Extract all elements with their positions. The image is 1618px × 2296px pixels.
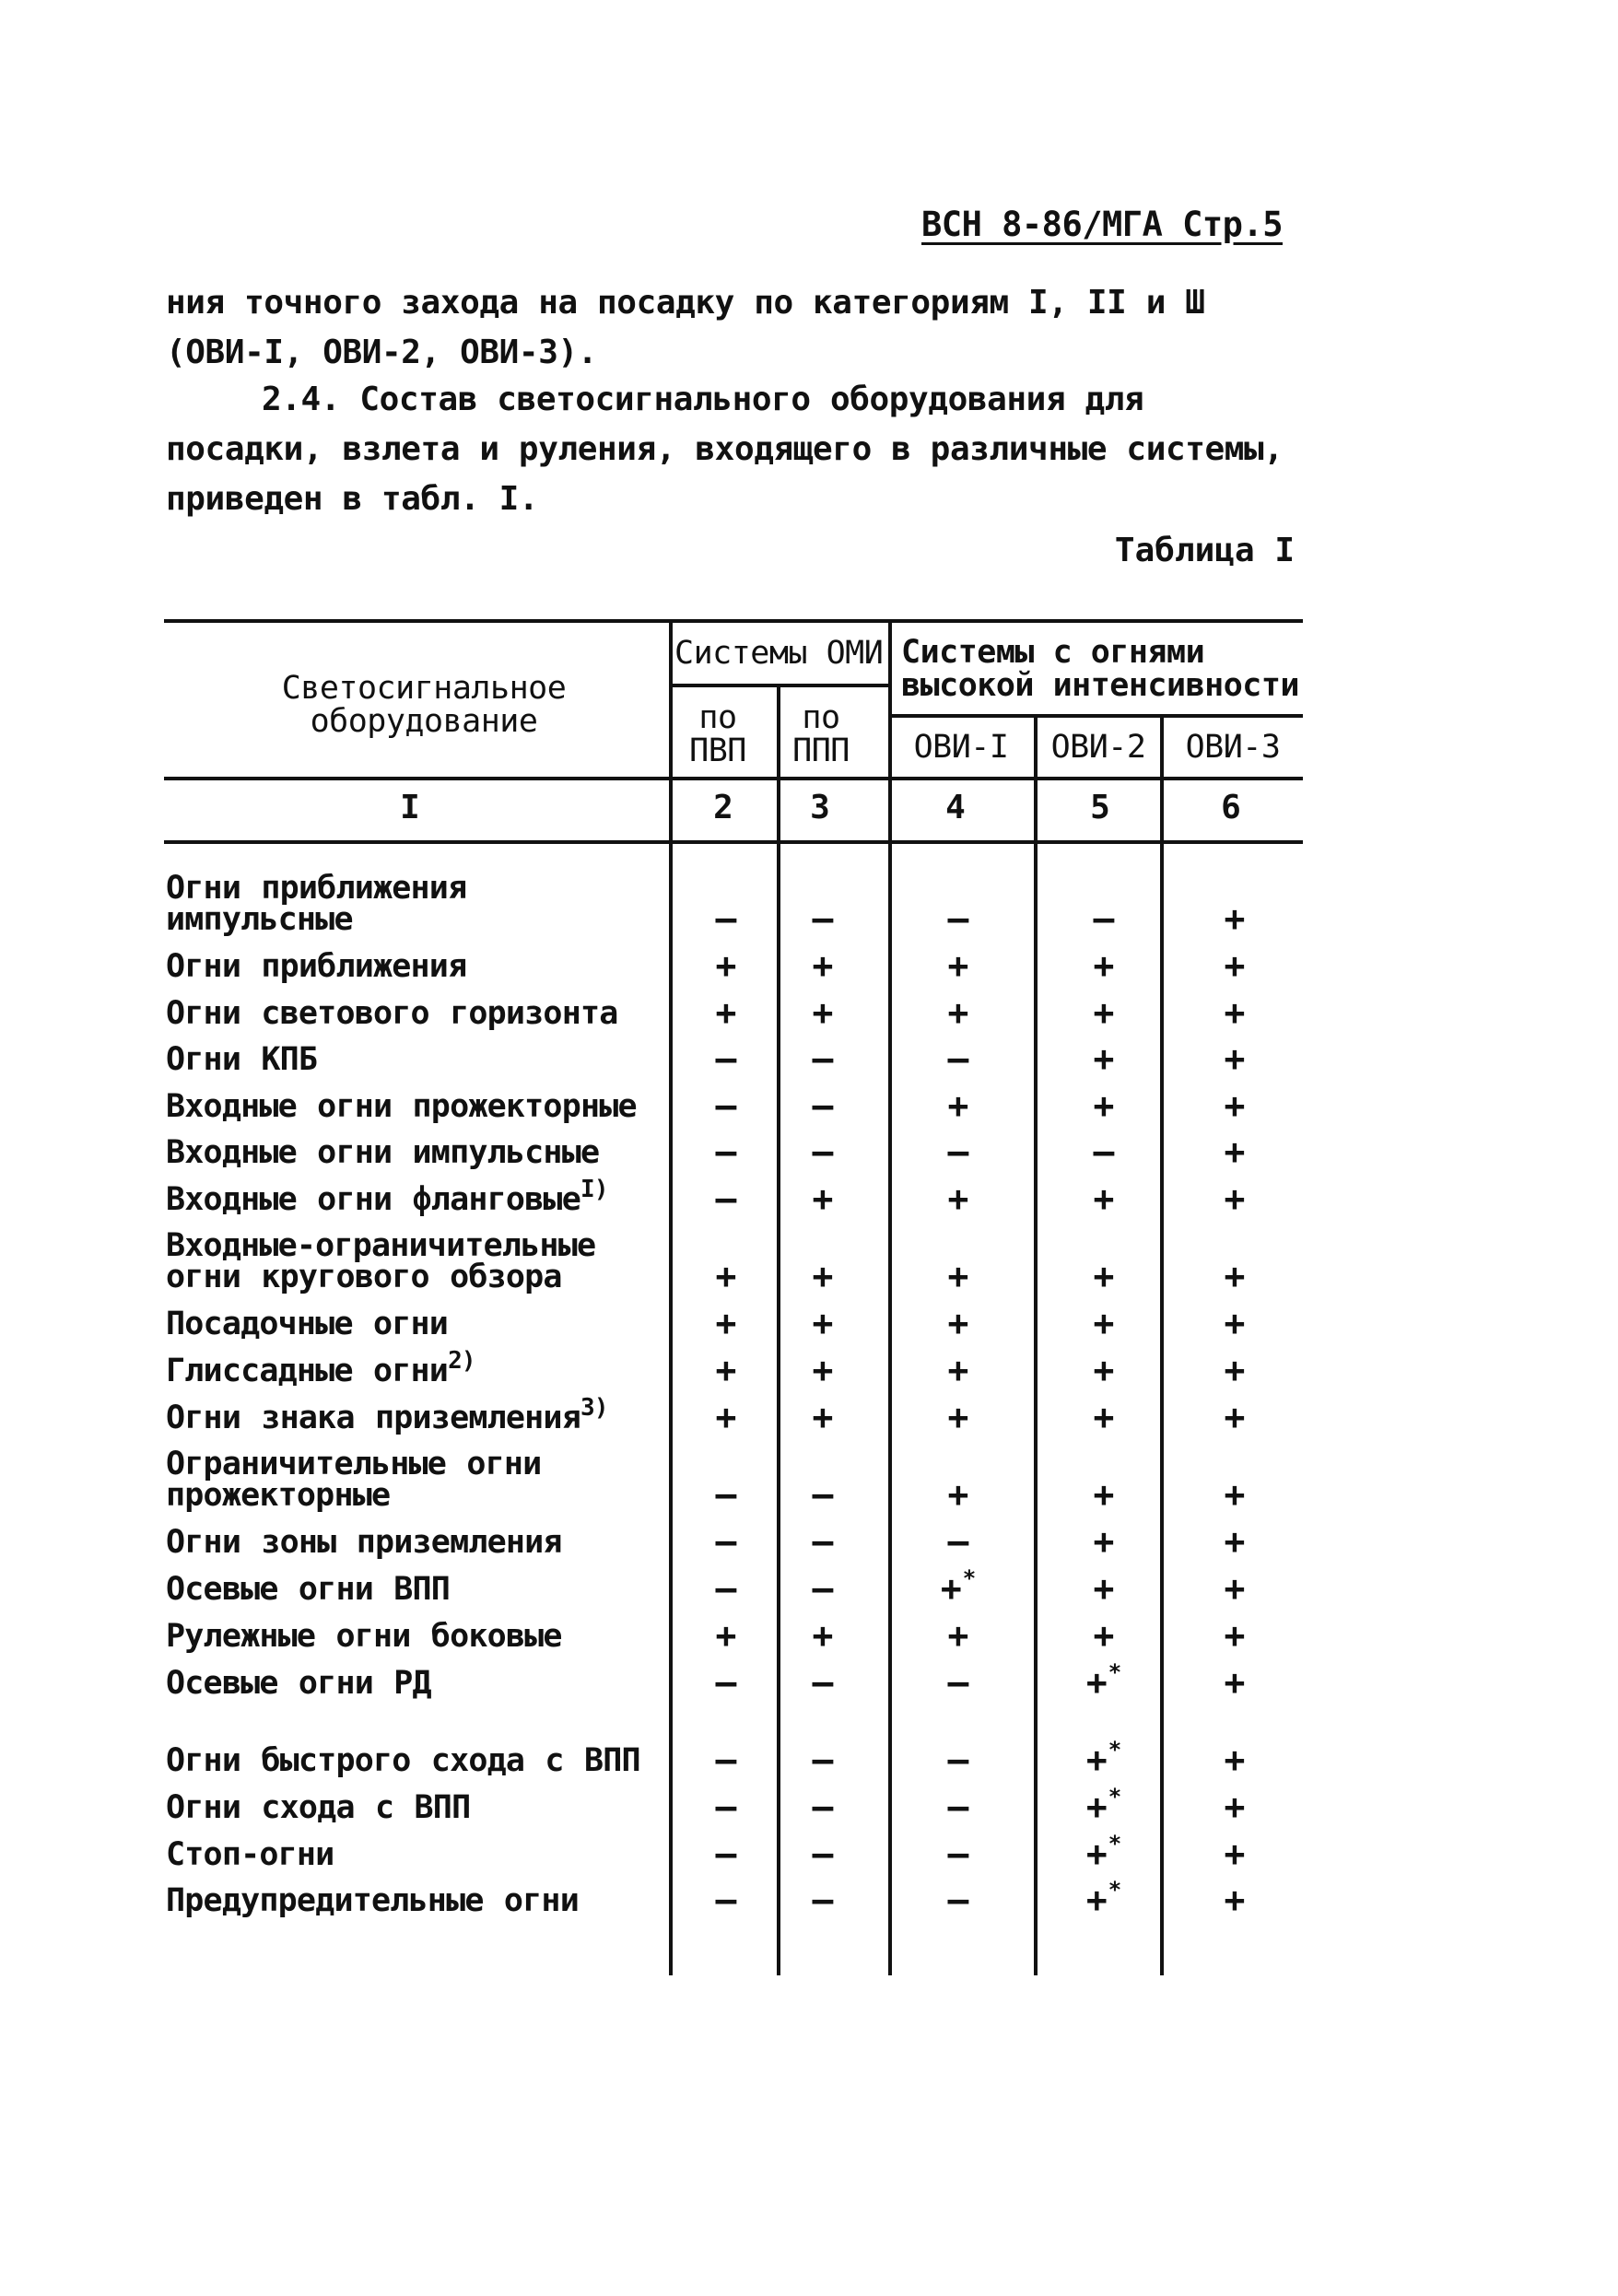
row-value-col-3: – xyxy=(812,1038,834,1079)
row-value-col-4: – xyxy=(947,1880,969,1920)
row-value-col-4: + xyxy=(947,1178,969,1219)
row-value-col-2: – xyxy=(715,1786,737,1827)
column-number-6: 6 xyxy=(1221,789,1241,826)
row-equipment-label: Огни знака приземления$^{3)}$ xyxy=(166,1394,608,1436)
row-equipment-label: Предупредительные огни xyxy=(166,1882,579,1919)
row-value-col-3: – xyxy=(812,1474,834,1515)
row-value-col-2: + xyxy=(715,1397,737,1437)
row-value-col-4: + xyxy=(947,1256,969,1296)
row-value-col-3: – xyxy=(812,1662,834,1703)
row-value-col-2: + xyxy=(715,1303,737,1343)
row-value-col-5: +* xyxy=(1085,1659,1122,1703)
row-value-col-2: – xyxy=(715,1521,737,1562)
row-value-col-4: – xyxy=(947,1521,969,1562)
row-value-col-2: + xyxy=(715,1350,737,1390)
header-col-ovi3: ОВИ-3 xyxy=(1185,729,1281,766)
row-equipment-label: Огни зоны приземления xyxy=(166,1524,562,1561)
row-value-col-5: +* xyxy=(1085,1877,1122,1920)
row-value-col-2: – xyxy=(715,1833,737,1874)
footnote-ref: 3) xyxy=(580,1394,608,1422)
row-equipment-label: Ограничительные огни прожекторные xyxy=(166,1446,542,1514)
row-value-col-6: + xyxy=(1224,1131,1246,1172)
footnote-ref: I) xyxy=(580,1176,608,1203)
row-value-col-3: – xyxy=(812,1833,834,1874)
row-value-col-6: + xyxy=(1224,1740,1246,1780)
row-value-col-5: + xyxy=(1093,1615,1115,1656)
row-value-col-2: – xyxy=(715,1178,737,1219)
column-number-4: 4 xyxy=(945,789,966,826)
table-caption: Таблица I xyxy=(1114,532,1295,569)
row-value-col-4: – xyxy=(947,1786,969,1827)
row-value-col-2: – xyxy=(715,1740,737,1780)
row-value-col-4: – xyxy=(947,1833,969,1874)
row-value-col-6: + xyxy=(1224,1350,1246,1390)
row-value-col-3: – xyxy=(812,1786,834,1827)
row-value-col-5: + xyxy=(1093,1521,1115,1562)
header-col-ovi1: ОВИ-I xyxy=(913,729,1009,766)
row-equipment-label: Осевые огни РД xyxy=(166,1665,431,1702)
asterisk-note: * xyxy=(962,1565,977,1591)
row-equipment-label: Стоп-огни xyxy=(166,1836,334,1873)
row-equipment-label: Огни приближения xyxy=(166,948,467,985)
row-value-col-3: – xyxy=(812,1568,834,1609)
row-value-col-5: + xyxy=(1093,1397,1115,1437)
row-value-col-3: + xyxy=(812,1350,834,1390)
row-value-col-3: – xyxy=(812,898,834,939)
row-value-col-6: + xyxy=(1224,1833,1246,1874)
paragraph-continuation: ния точного захода на посадку по категориям I, II и Ш (ОВИ-I, ОВИ-2, ОВИ-3). xyxy=(166,284,1205,371)
row-value-col-3: + xyxy=(812,1397,834,1437)
row-value-col-5: + xyxy=(1093,945,1115,986)
row-value-col-3: – xyxy=(812,1521,834,1562)
row-value-col-4: + xyxy=(947,1350,969,1390)
row-value-col-6: + xyxy=(1224,1568,1246,1609)
row-equipment-label: Огни приближения импульсные xyxy=(166,870,467,938)
row-value-col-5: + xyxy=(1093,992,1115,1033)
footnote-ref: 2) xyxy=(448,1347,475,1375)
row-value-col-5: +* xyxy=(1085,1784,1122,1827)
row-value-col-5: + xyxy=(1093,1474,1115,1515)
row-equipment-label: Огни быстрого схода с ВПП xyxy=(166,1742,640,1779)
row-value-col-3: + xyxy=(812,1303,834,1343)
row-value-col-3: + xyxy=(812,992,834,1033)
row-value-col-3: – xyxy=(812,1085,834,1126)
header-col-pvp: по ПВП xyxy=(689,699,746,769)
row-value-col-4: + xyxy=(947,945,969,986)
row-equipment-label: Посадочные огни xyxy=(166,1306,449,1342)
row-value-col-2: + xyxy=(715,992,737,1033)
row-value-col-6: + xyxy=(1224,1303,1246,1343)
asterisk-note: * xyxy=(1108,1784,1122,1810)
row-equipment-label: Осевые огни ВПП xyxy=(166,1571,451,1608)
row-equipment-label: Входные огни фланговые$^{I)}$ xyxy=(166,1176,608,1218)
row-value-col-6: + xyxy=(1224,992,1246,1033)
row-value-col-2: – xyxy=(715,898,737,939)
column-number-5: 5 xyxy=(1090,789,1110,826)
header-equipment: Светосигнальное оборудование xyxy=(281,670,567,740)
row-equipment-label: Входные огни прожекторные xyxy=(166,1088,637,1125)
row-value-col-3: – xyxy=(812,1131,834,1172)
document-header: ВСН 8-86/МГА Стр.5 xyxy=(921,205,1283,244)
row-value-col-6: + xyxy=(1224,1474,1246,1515)
row-value-col-5: + xyxy=(1093,1085,1115,1126)
row-value-col-6: + xyxy=(1224,1662,1246,1703)
row-value-col-6: + xyxy=(1224,898,1246,939)
row-value-col-4: + xyxy=(947,1085,969,1126)
row-value-col-6: + xyxy=(1224,1615,1246,1656)
asterisk-note: * xyxy=(1108,1877,1122,1903)
row-value-col-4: + xyxy=(947,1397,969,1437)
row-value-col-5: – xyxy=(1093,1131,1115,1172)
row-equipment-label: Входные огни импульсные xyxy=(166,1134,600,1171)
row-value-col-2: – xyxy=(715,1131,737,1172)
row-value-col-4: – xyxy=(947,1740,969,1780)
header-col-ovi2: ОВИ-2 xyxy=(1050,729,1146,766)
row-equipment-label: Входные-ограничительные огни кругового обзора xyxy=(166,1227,596,1295)
row-value-col-3: + xyxy=(812,1256,834,1296)
row-value-col-2: – xyxy=(715,1568,737,1609)
row-value-col-5: + xyxy=(1093,1350,1115,1390)
row-value-col-6: + xyxy=(1224,1786,1246,1827)
row-value-col-6: + xyxy=(1224,1038,1246,1079)
row-value-col-6: + xyxy=(1224,1880,1246,1920)
column-number-2: 2 xyxy=(713,789,733,826)
row-value-col-5: + xyxy=(1093,1568,1115,1609)
column-number-1: I xyxy=(400,789,420,826)
row-value-col-4: – xyxy=(947,1038,969,1079)
row-value-col-5: +* xyxy=(1085,1737,1122,1780)
row-value-col-3: + xyxy=(812,1615,834,1656)
row-value-col-2: + xyxy=(715,1256,737,1296)
row-value-col-6: + xyxy=(1224,1085,1246,1126)
asterisk-note: * xyxy=(1108,1659,1122,1685)
row-value-col-5: +* xyxy=(1085,1831,1122,1874)
row-value-col-2: + xyxy=(715,945,737,986)
row-equipment-label: Рулежные огни боковые xyxy=(166,1618,562,1655)
row-value-col-2: + xyxy=(715,1615,737,1656)
row-value-col-3: + xyxy=(812,1178,834,1219)
row-value-col-5: + xyxy=(1093,1303,1115,1343)
asterisk-note: * xyxy=(1108,1737,1122,1763)
row-value-col-5: + xyxy=(1093,1038,1115,1079)
row-value-col-6: + xyxy=(1224,1178,1246,1219)
column-number-3: 3 xyxy=(810,789,830,826)
row-value-col-4: – xyxy=(947,898,969,939)
row-equipment-label: Огни КПБ xyxy=(166,1041,318,1078)
row-value-col-2: – xyxy=(715,1474,737,1515)
row-value-col-4: – xyxy=(947,1131,969,1172)
row-value-col-5: + xyxy=(1093,1178,1115,1219)
row-value-col-5: + xyxy=(1093,1256,1115,1296)
row-value-col-2: – xyxy=(715,1880,737,1920)
row-value-col-6: + xyxy=(1224,945,1246,986)
row-value-col-3: – xyxy=(812,1740,834,1780)
row-value-col-6: + xyxy=(1224,1521,1246,1562)
row-equipment-label: Огни схода с ВПП xyxy=(166,1789,471,1826)
row-value-col-5: – xyxy=(1093,898,1115,939)
row-value-col-6: + xyxy=(1224,1397,1246,1437)
row-value-col-2: – xyxy=(715,1038,737,1079)
row-value-col-4: – xyxy=(947,1662,969,1703)
row-value-col-4: +* xyxy=(940,1565,977,1609)
header-ovi-systems: Системы с огнями высокой интенсивности xyxy=(901,634,1300,704)
header-omi-systems: Системы ОМИ xyxy=(674,635,884,672)
asterisk-note: * xyxy=(1108,1831,1122,1857)
paragraph-2-4: 2.4. Состав светосигнального оборудования для посадки, взлета и руления, входящего в различные системы, приведен в табл. I. xyxy=(166,381,1284,518)
row-equipment-label: Глиссадные огни$^{2)}$ xyxy=(166,1347,475,1389)
row-value-col-4: + xyxy=(947,1303,969,1343)
row-value-col-4: + xyxy=(947,992,969,1033)
header-col-ppp: по ППП xyxy=(792,699,850,769)
row-equipment-label: Огни светового горизонта xyxy=(166,995,618,1032)
row-value-col-4: + xyxy=(947,1474,969,1515)
row-value-col-2: – xyxy=(715,1085,737,1126)
row-value-col-2: – xyxy=(715,1662,737,1703)
row-value-col-3: – xyxy=(812,1880,834,1920)
row-value-col-6: + xyxy=(1224,1256,1246,1296)
row-value-col-3: + xyxy=(812,945,834,986)
row-value-col-4: + xyxy=(947,1615,969,1656)
